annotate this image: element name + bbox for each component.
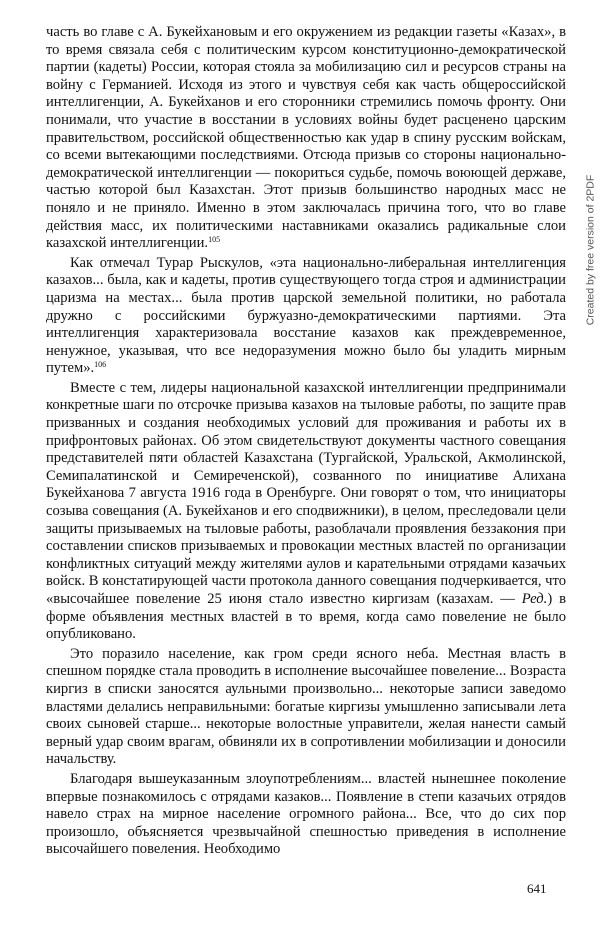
paragraph-5: [46, 771, 566, 859]
paragraph-2-text: Как отмечал Турар Рыскулов, «эта национально-либеральная интеллигенция казахов... была, как и кадеты, против существующего тогда строя и администрации царизма на местах... была против царской земельной политики, но работала дружно с российскими буржуазно-демократическими партиями. Эта интеллигенция характеризовала восстание казахов как преждевременное, ненужное, указывая, что все недоразумения можно было бы уладить мирным путем».: [46, 254, 566, 377]
paragraph-2: [46, 255, 566, 378]
paragraph-4: [46, 646, 566, 769]
paragraph-3-text-a: Вместе с тем, лидеры национальной казахской интеллигенции предпринимали конкретные шаги по отсрочке призыва казахов на тыловые работы, по защите прав призванных и создания необходимых условий для проживания и работы их в прифронтовых районах. Об этом свидетельствуют документы частного совещания представителей пяти областей Казахстана (Тургайской, Уральской, Акмолинской, Семипалатинской и Семиреченской), созванного по инициативе Алихана Букейханова 7 августа 1916 года в Оренбурге. Они говорят о том, что инициаторы созыва совещания (А. Букейханов и его сподвижники), в целом, преследовали цели защиты призываемых на тыловые работы, разоблачали проявления беззакония при составлении списков призываемых и провокации местных властей по организации конфликтных ситуаций между жителями аулов и карательными отрядами казачьих войск. В констатирующей части протокола данного совещания подчеркивается, что «высочайшее повеление 25 июня стало известно киргизам (казахам. —: [46, 379, 566, 607]
editor-note: Ред.: [521, 591, 548, 607]
footnote-ref-106: 106: [94, 360, 107, 370]
paragraph-5-text: Благодаря вышеуказанным злоупотреблениям... властей нынешнее поколение впервые познакомилось с отрядами казаков... Появление в степи казачьих отрядов навело страх на мирное население огромного района... Все, что до сих пор произошло, объясняется чрезвычайной спешностью приведения в исполнение высочайшего повеления. Необходимо: [46, 770, 566, 858]
watermark-text: Created by free version of 2PDF: [584, 174, 597, 326]
paragraph-1: [46, 24, 566, 253]
paragraph-1-text: часть во главе с А. Букейхановым и его окружением из редакции газеты «Казах», в то время связала себя с политическим курсом конституционно-демократической партии (кадеты) России, которая стояла за мобилизацию сил и ресурсов страны на войну с Германией. Исходя из этого и чувствуя себя как часть общероссийской интеллигенции, А. Букейханов и его сторонники стремились помочь фронту. Они понимали, что участие в восстании в условиях войны будет расценено царским правительством, российской общественностью как удар в спину русским войскам, со всеми вытекающими последствиями. Отсюда призыв со стороны национально-демократической интеллигенции — покориться судьбе, помочь воюющей державе, частью которой был Казахстан. Этот призыв большинство народных масс не поняло и не приняло. Именно в этом заключалась причина того, что во главе действия масс, их политическими наставниками оказались радикальные слои казахской интеллигенции.: [46, 24, 566, 252]
watermark: [583, 174, 597, 326]
paragraph-3-text-b: ) в форме объявления местных властей в то время, когда само повеление не было опубликовано.: [46, 591, 566, 643]
paragraph-4-text: Это поразило население, как гром среди ясного неба. Местная власть в спешном порядке стала проводить в исполнение высочайшее повеление... Возраста киргиз в списки заносятся аульными произвольно... некоторые записи заведомо властями делались неправильными: богатые киргизы умышленно записывали лета своих сыновей старше... некоторые волостные управители, желая нанести самый верный удар своим врагам, обвиняли их в сопротивлении мобилизации и доносили начальству.: [46, 645, 566, 768]
page-body: [46, 24, 566, 859]
footnote-ref-105: 105: [208, 235, 221, 245]
paragraph-3: [46, 380, 566, 644]
page-number: 641: [527, 881, 547, 896]
